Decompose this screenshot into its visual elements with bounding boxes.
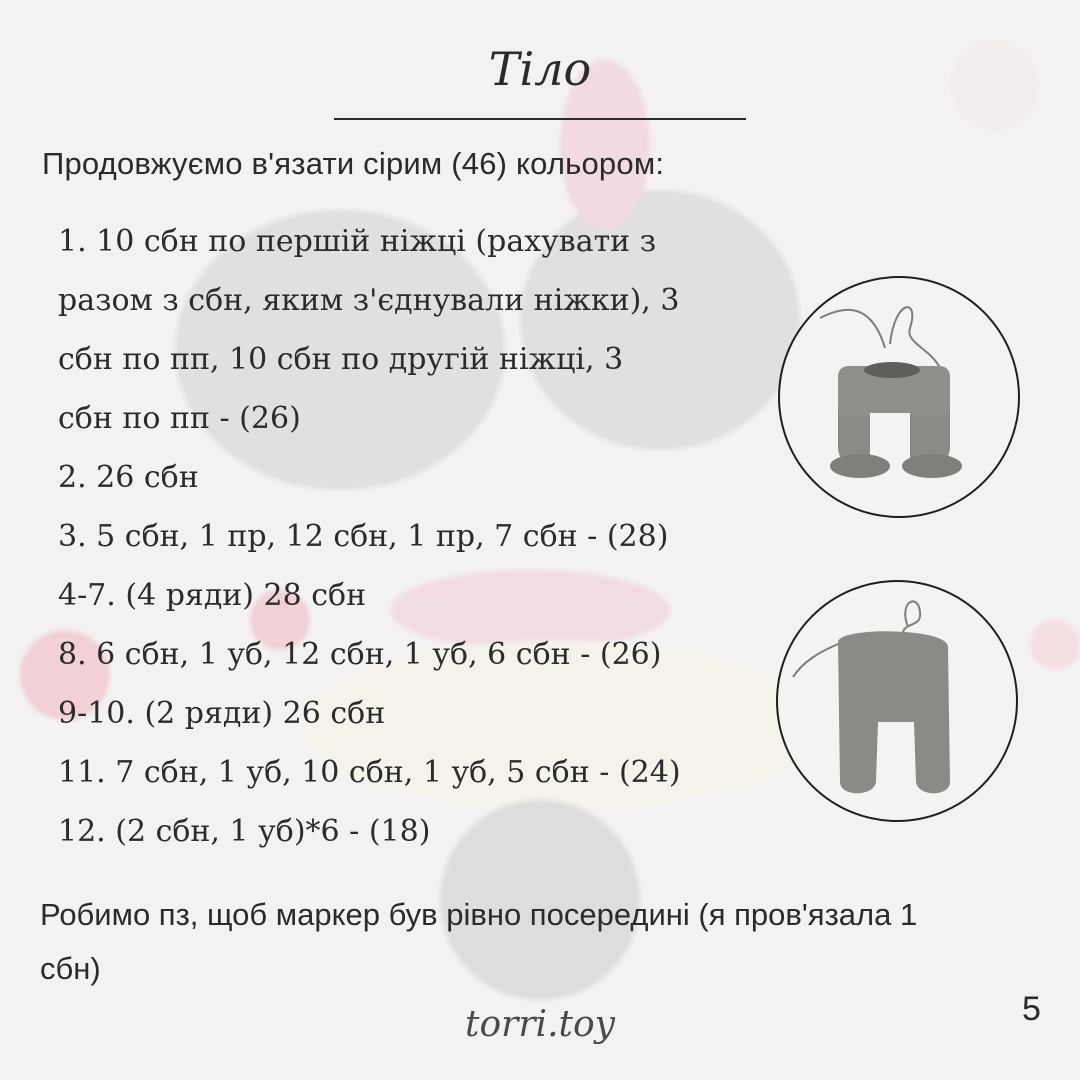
step-line: 11. 7 сбн, 1 уб, 10 сбн, 1 уб, 5 сбн - (24): [58, 755, 681, 790]
step-line: 1. 10 сбн по першій ніжці (рахувати з: [58, 224, 657, 259]
legs-joined-photo: [778, 276, 1020, 518]
step-line: 4-7. (4 ряди) 28 сбн: [58, 578, 367, 613]
pattern-steps: [58, 212, 778, 861]
step-line: 9-10. (2 ряди) 26 сбн: [58, 696, 386, 731]
body-progress-photo: [776, 580, 1018, 822]
page-title: Тіло: [488, 42, 592, 96]
title-underline: [334, 118, 746, 120]
step-line: 2. 26 сбн: [58, 460, 199, 495]
step-line: 8. 6 сбн, 1 уб, 12 сбн, 1 уб, 6 сбн - (26): [58, 637, 662, 672]
step-line: разом з сбн, яким з'єднували ніжки), 3: [58, 283, 680, 318]
crochet-body-image: [778, 582, 1016, 820]
step-line: 3. 5 сбн, 1 пр, 12 сбн, 1 пр, 7 сбн - (28): [58, 519, 669, 554]
intro-text: Продовжуємо в'язати сірим (46) кольором:: [42, 146, 665, 181]
step-line: сбн по пп - (26): [58, 401, 301, 436]
crochet-legs-image: [780, 278, 1018, 516]
step-line: 12. (2 сбн, 1 уб)*6 - (18): [58, 814, 431, 849]
page-number: 5: [1022, 990, 1041, 1028]
closing-note: Робимо пз, щоб маркер був рівно посередині (я пров'язала 1 сбн): [40, 897, 918, 986]
brand-watermark: torri.toy: [465, 1004, 615, 1045]
step-line: сбн по пп, 10 сбн по другій ніжці, 3: [58, 342, 624, 377]
